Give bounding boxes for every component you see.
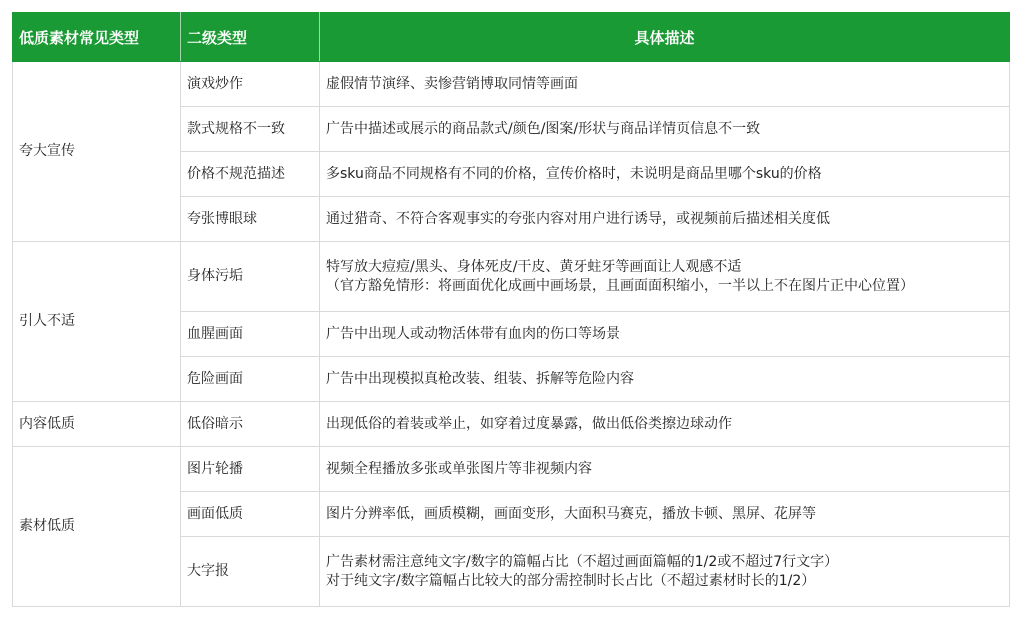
- description-line: 广告中描述或展示的商品款式/颜色/图案/形状与商品详情页信息不一致: [326, 120, 761, 137]
- description-line: 视频全程播放多张或单张图片等非视频内容: [326, 460, 592, 477]
- subtype-cell: 画面低质: [181, 492, 320, 537]
- table-row: [13, 402, 1010, 447]
- subtype-cell: 低俗暗示: [181, 402, 320, 447]
- category-cell: 素材低质: [13, 447, 181, 607]
- description-cell: [320, 62, 1010, 107]
- subtype-cell: 危险画面: [181, 357, 320, 402]
- header-subtype: 二级类型: [181, 13, 320, 62]
- description-line: 特写放大痘痘/黑头、身体死皮/干皮、黄牙蛀牙等画面让人观感不适: [326, 258, 742, 275]
- description-line: 出现低俗的着装或举止，如穿着过度暴露，做出低俗类擦边球动作: [326, 415, 732, 432]
- subtype-cell: 身体污垢: [181, 242, 320, 312]
- description-line: 多sku商品不同规格有不同的价格，宣传价格时，未说明是商品里哪个sku的价格: [326, 165, 822, 182]
- category-cell: 引人不适: [13, 242, 181, 402]
- description-cell: [320, 492, 1010, 537]
- description-line: 广告中出现人或动物活体带有血肉的伤口等场景: [326, 325, 620, 342]
- subtype-cell: 价格不规范描述: [181, 152, 320, 197]
- description-line: 通过猎奇、不符合客观事实的夸张内容对用户进行诱导，或视频前后描述相关度低: [326, 210, 830, 227]
- subtype-cell: 演戏炒作: [181, 62, 320, 107]
- description-line: 广告素材需注意纯文字/数字的篇幅占比（不超过画面篇幅的1/2或不超过7行文字）: [326, 553, 839, 570]
- subtype-cell: 血腥画面: [181, 312, 320, 357]
- table-row: [13, 447, 1010, 492]
- description-note: （官方豁免情形：将画面优化成画中画场景，且画面面积缩小，一半以上不在图片正中心位置）: [326, 277, 914, 294]
- table-header: [13, 13, 1010, 62]
- subtype-cell: 夸张博眼球: [181, 197, 320, 242]
- header-row: [13, 13, 1010, 62]
- subtype-cell: 图片轮播: [181, 447, 320, 492]
- category-cell: 夸大宣传: [13, 62, 181, 242]
- description-line: 图片分辨率低，画质模糊，画面变形，大面积马赛克，播放卡顿、黑屏、花屏等: [326, 505, 816, 522]
- description-cell: [320, 312, 1010, 357]
- subtype-cell: 大字报: [181, 537, 320, 607]
- description-line: 广告中出现模拟真枪改装、组装、拆解等危险内容: [326, 370, 634, 387]
- description-cell: [320, 402, 1010, 447]
- subtype-cell: 款式规格不一致: [181, 107, 320, 152]
- table-row: [13, 242, 1010, 312]
- description-cell: [320, 357, 1010, 402]
- category-cell: 内容低质: [13, 402, 181, 447]
- description-line: 虚假情节演绎、卖惨营销博取同情等画面: [326, 75, 578, 92]
- description-cell: [320, 447, 1010, 492]
- table-row: [13, 62, 1010, 107]
- description-cell: [320, 537, 1010, 607]
- description-cell: [320, 152, 1010, 197]
- description-cell: [320, 242, 1010, 312]
- header-category: 低质素材常见类型: [13, 13, 181, 62]
- description-line: 对于纯文字/数字篇幅占比较大的部分需控制时长占比（不超过素材时长的1/2）: [326, 572, 816, 589]
- description-cell: [320, 107, 1010, 152]
- header-description: 具体描述: [320, 13, 1010, 62]
- low-quality-material-table: [12, 12, 1010, 607]
- table-body: [13, 62, 1010, 607]
- description-cell: [320, 197, 1010, 242]
